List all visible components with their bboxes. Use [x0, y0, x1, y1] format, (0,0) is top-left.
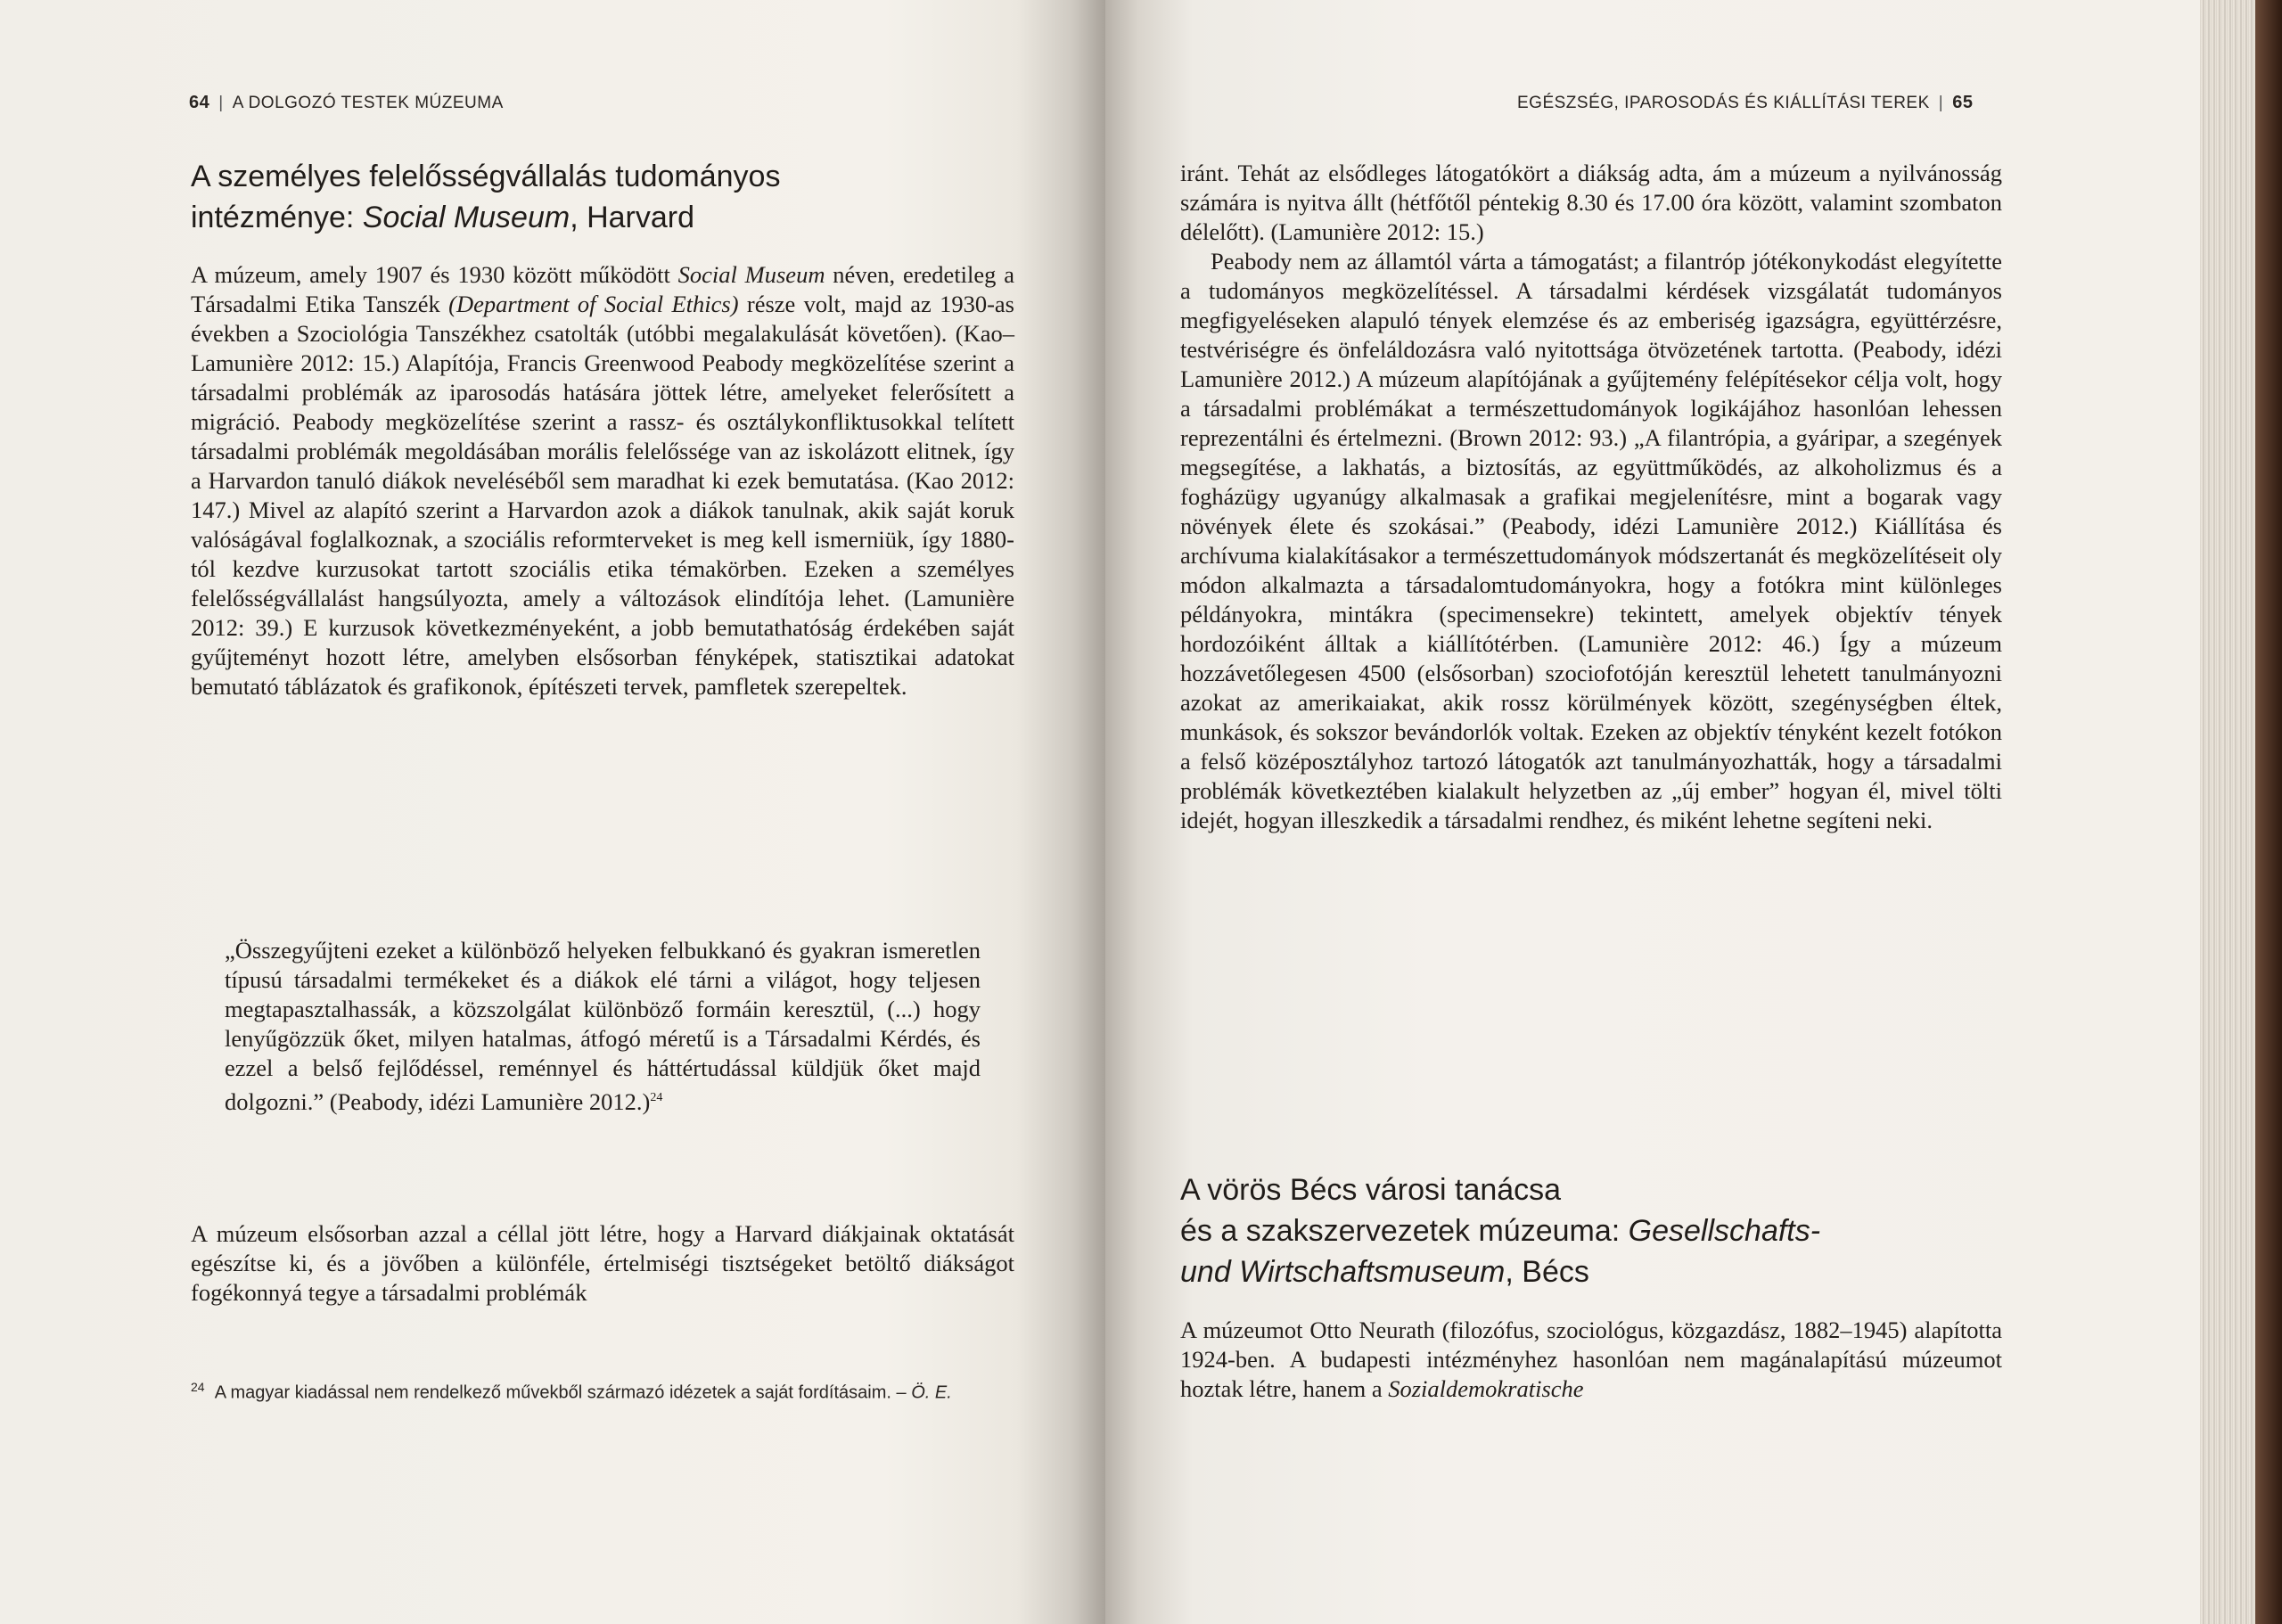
right-para1-text: iránt. Tehát az elsődleges látogatókört a diákság adta, ám a múzeum a nyilvánosság számára is nyitva állt (hétfőtől péntekig 8.30 és 17.00 óra között, valamint szombaton délelőtt). (Lamunière 2012: 15.) — [1180, 160, 2002, 245]
right-heading-italic-2: und Wirtschaftsmuseum — [1180, 1255, 1506, 1289]
left-para1-italic-2: (Department of Social Ethics) — [448, 291, 739, 317]
left-page — [0, 0, 1105, 1624]
left-heading-prefix: intézménye: — [191, 201, 363, 234]
left-para1-text-c: része volt, majd az 1930-as években a Szociológia Tanszékhez csatolták (utóbbi megalakulását követően). (Kao–Lamunière 2012: 15.) Alapítója, Francis Greenwood Peabody megközelítése szerint a társadalmi problémák az iparosodás hatására jöttek létre, amelyeket felerősített a migráció. Peabody megközelítése szerint a rassz- és osztálykonfliktusokkal telített társadalmi problémák megoldásában morális felelőssége van az iskolázott elitnek, így a Harvardon tanuló diákok neveléséből sem maradhat ki ezek bemutatása. (Kao 2012: 147.) Mivel az alapító szerint a Harvardon azok a diákok tanulnak, akik saját koruk valóságával foglalkoznak, a szociális reformterveket is meg kell ismerniük, így 1880-tól kezdve kurzusokat tartott szociális etika témakörben. Ezeken a személyes felelősségvállalást hangsúlyozta, amely a változások elindítója lehet. (Lamunière 2012: 39.) E kurzusok következményeként, a jobb bemutathatóság érdekében saját gyűjteményt hozott létre, amelyben elsősorban fényképek, statisztikai adatokat bemutató táblázatok és grafikonok, építészeti tervek, pamfletek szerepeltek. — [191, 291, 1014, 700]
left-section-heading — [191, 156, 780, 238]
right-para2-text: Peabody nem az államtól várta a támogatást; a filantróp jótékonykodást elegyítette a tudományos megközelítéssel. A társadalmi kérdések vizsgálatát tudományos megfigyeléseken alapuló tények elemzése és az emberiség igazságra, együttérzésre, testvériségre és önfeláldozásra való nyitottsága ötvözetének tartotta. (Peabody, idézi Lamunière 2012.) A múzeum alapítójának a gyűjtemény felépítésekor célja volt, hogy a társadalmi problémákat a természettudományok logikájához hasonlóan lehessen reprezentálni és értelmezni. (Brown 2012: 93.) „A filantrópia, a gyáripar, a szegények megsegítése, a lakhatás, a biztosítás, az együttműködés, az alkoholizmus és a fogházügy ugyanúgy alkalmasak a grafikai megjelenítésre, mint a bogarak vagy növények élete és szokásai.” (Peabody, idézi Lamunière 2012.) Kiállítása és archívuma kialakításakor a természettudományok módszertanát és megközelítéseit oly módon alkalmazta a társadalomtudományokra, hogy a fotókra mint különleges példányokra, mintákra (specimensekre) tekintett, amelyek objektív tények hordozóiként álltak a kiállítótérben. (Lamunière 2012: 46.) Így a múzeum hozzávetőlegesen 4500 (elsősorban) szociofotóján keresztül lehetett tanulmányozni azokat az amerikaiakat, akik rossz körülmények között, szegénységben éltek, munkások, és sokszor bevándorlók voltak. Ezeken az objektív tényként kezelt fotókon a felső középosztályhoz tartozó látogatók azt tanulmányozhatták, hogy a társadalmi problémák következtében kialakult helyzetben az „új ember” hogyan él, mivel tölti idejét, hogyan illeszkedik a társadalmi rendhez, és miként lehetne segíteni neki. — [1180, 248, 2002, 833]
left-para2-text: A múzeum elsősorban azzal a céllal jött létre, hogy a Harvard diákjainak oktatását egészítse ki, és a jövőben a különféle, értelmiségi tisztségeket betöltő diákságot fogékonnyá tegye a társadalmi problémák — [191, 1220, 1014, 1306]
block-quote — [225, 936, 981, 1117]
right-para3-italic: Sozialdemokratische — [1388, 1375, 1584, 1402]
right-heading-line3 — [1180, 1251, 1820, 1292]
right-body-paragraph-3 — [1180, 1316, 2002, 1404]
right-heading-italic-1: Gesellschafts- — [1628, 1214, 1821, 1248]
quote-footnote-marker: 24 — [650, 1091, 663, 1104]
left-heading-line1: A személyes felelősségvállalás tudományos — [191, 160, 781, 193]
right-body-paragraphs — [1180, 159, 2002, 835]
right-para3-text: A múzeumot Otto Neurath (filozófus, szociológus, közgazdász, 1882–1945) alapította 1924-ben. A budapesti intézményhez hasonlóan nem magánalapítású múzeumot hoztak létre, hanem a — [1180, 1316, 2002, 1402]
block-quote-text: „Összegyűjteni ezeket a különböző helyeken felbukkanó és gyakran ismeretlen típusú társadalmi termékeket és a diákok elé tárni a világot, hogy teljesen megtapasztalhassák, a közszolgálat különböző formáin keresztül, (...) hogy lenyűgözzük őket, milyen hatalmas, átfogó méretű is a Társadalmi Kérdés, és ezzel a belső fejlődéssel, reménnyel és háttértudással küldjük őket majd dolgozni.” (Peabody, idézi Lamunière 2012.) — [225, 937, 981, 1115]
right-page — [1105, 0, 2200, 1624]
left-body-paragraph-1 — [191, 260, 1014, 701]
left-running-header — [189, 93, 504, 113]
right-heading-prefix: és a szakszervezetek múzeuma: — [1180, 1214, 1629, 1248]
left-para1-text-a: A múzeum, amely 1907 és 1930 között működött — [191, 261, 678, 288]
left-header-separator: | — [218, 94, 224, 112]
right-heading-suffix: , Bécs — [1505, 1255, 1589, 1289]
right-heading-line1: A vörös Bécs városi tanácsa — [1180, 1173, 1562, 1207]
left-heading-line2 — [191, 197, 780, 238]
footnote-number: 24 — [191, 1380, 205, 1394]
left-para1-italic-1: Social Museum — [677, 261, 825, 288]
right-heading-line2 — [1180, 1210, 1820, 1251]
right-running-head-title: EGÉSZSÉG, IPAROSODÁS ÉS KIÁLLÍTÁSI TEREK — [1517, 94, 1930, 112]
footnote-text: A magyar kiadással nem rendelkező művekből származó idézetek a saját fordításaim. – — [214, 1382, 912, 1403]
left-heading-suffix: , Harvard — [570, 201, 695, 234]
right-section-heading — [1180, 1169, 1820, 1292]
left-body-paragraph-2 — [191, 1219, 1014, 1308]
right-running-header — [1517, 93, 1973, 113]
right-header-separator: | — [1938, 94, 1944, 112]
left-heading-italic: Social Museum — [362, 201, 570, 234]
left-para1-text-b: néven, eredetileg a Társadalmi Etika Tanszék — [191, 261, 1014, 317]
right-page-number: 65 — [1952, 93, 1974, 112]
left-page-number: 64 — [189, 93, 210, 112]
footnote-initials: Ö. E. — [911, 1382, 952, 1403]
footnote-24 — [191, 1374, 1011, 1407]
book-cover-edge — [2255, 0, 2282, 1624]
left-running-head-title: A DOLGOZÓ TESTEK MÚZEUMA — [232, 94, 504, 112]
